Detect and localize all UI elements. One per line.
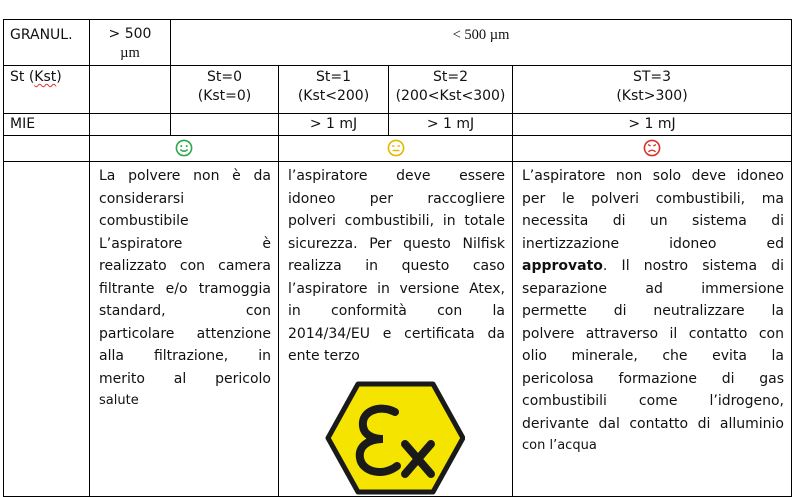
text-line: L’aspiratore non solo deve idoneo <box>522 168 784 184</box>
sad-cell <box>513 136 792 162</box>
text-line: per le polveri combustibili, ma <box>522 190 784 207</box>
st-row <box>4 66 792 114</box>
smiley-happy-icon <box>175 139 193 157</box>
granul-gt-500 <box>90 20 171 66</box>
atex-ex-logo <box>325 378 465 496</box>
text-line: polvere attraverso il contatto con <box>522 325 784 342</box>
dust-classification-table <box>3 19 792 497</box>
text-line: derivante dal contatto di alluminio <box>522 415 784 432</box>
granul-row <box>4 20 792 66</box>
st0-cell <box>171 66 279 114</box>
text-line-rest: . Il nostro sistema di <box>602 258 784 274</box>
granul-label: GRANUL. <box>4 20 90 66</box>
st1-label: St=1 <box>315 69 351 85</box>
st1-sub: (Kst<200) <box>297 88 370 104</box>
text-line: 2014/34/EU e certificata da <box>288 325 505 342</box>
text-line: considerarsi <box>99 190 185 207</box>
st0-sub: (Kst=0) <box>197 88 252 104</box>
neutral-cell <box>279 136 513 162</box>
text-line: l’aspiratore deve essere <box>288 168 505 184</box>
desc-empty-cell <box>4 162 90 497</box>
granul-lt-500: < 500 µm <box>171 20 792 66</box>
emoji-row <box>4 136 792 162</box>
text-line: particolare attenzione <box>99 325 271 342</box>
granul-gt-unit: µm <box>120 45 140 61</box>
st3-cell <box>513 66 792 114</box>
st3-sub: (Kst>300) <box>616 88 688 104</box>
smiley-sad-icon <box>643 139 661 157</box>
st0-label: St=0 <box>206 69 242 85</box>
st2-label: St=2 <box>432 69 468 85</box>
st-empty-cell <box>90 66 171 114</box>
text-line: inertizzazione idoneo ed <box>522 235 784 252</box>
desc-st3-text <box>513 162 792 497</box>
text-line: in conformità con la <box>288 303 505 319</box>
text-line: combustibili come l’idrogeno, <box>522 393 784 409</box>
text-line: filtrante e/o tramoggia <box>99 280 271 297</box>
desc-st0-text <box>90 162 279 497</box>
text-line: idoneo per raccogliere <box>288 190 505 207</box>
text-line: merito al pericolo <box>99 370 271 387</box>
st1-cell <box>279 66 389 114</box>
text-line: salute <box>99 393 139 408</box>
mie-empty-2 <box>171 114 279 136</box>
mie-label: MIE <box>4 114 90 136</box>
text-line: sicurezza. Per questo Nilfisk <box>288 235 505 252</box>
desc-st1-st2-text <box>279 162 513 497</box>
granul-gt-value: > 500 <box>108 26 152 42</box>
text-line: La polvere non è da <box>99 168 271 184</box>
kst-word: Kst <box>34 69 57 85</box>
emoji-empty-cell <box>4 136 90 162</box>
description-row <box>4 162 792 497</box>
mie-st2-value: > 1 mJ <box>389 114 513 136</box>
text-line: l’aspiratore in versione Atex, <box>288 280 505 297</box>
text-line: pericolosa formazione di gas <box>522 370 784 387</box>
st2-cell <box>389 66 513 114</box>
mie-row <box>4 114 792 136</box>
text-line: necessita di un sistema di <box>522 213 784 229</box>
text-line: realizzato con camera <box>99 258 271 274</box>
happy-cell <box>90 136 279 162</box>
st-label: St (Kst) <box>4 66 90 114</box>
text-line: olio minerale, che evita la <box>522 348 784 364</box>
text-line: polveri combustibili, in totale <box>288 213 505 229</box>
st3-label: ST=3 <box>632 69 672 85</box>
text-line: separazione ad immersione <box>522 280 784 297</box>
mie-st3-value: > 1 mJ <box>513 114 792 136</box>
text-line: ente terzo <box>288 348 360 364</box>
text-line-approvato <box>522 255 784 278</box>
text-line: realizza in questo caso <box>288 258 505 274</box>
text-line: L’aspiratore è <box>99 235 271 252</box>
mie-empty-1 <box>90 114 171 136</box>
smiley-neutral-icon <box>387 139 405 157</box>
text-line: permette di neutralizzare la <box>522 303 784 319</box>
text-line: alla filtrazione, in <box>99 348 271 364</box>
mie-st1-value: > 1 mJ <box>279 114 389 136</box>
text-line: combustibile <box>99 213 189 229</box>
st2-sub: (200<Kst<300) <box>395 88 506 104</box>
text-line: con l’acqua <box>522 438 597 453</box>
text-line: standard, con <box>99 303 271 319</box>
approvato-bold: approvato <box>522 258 603 274</box>
